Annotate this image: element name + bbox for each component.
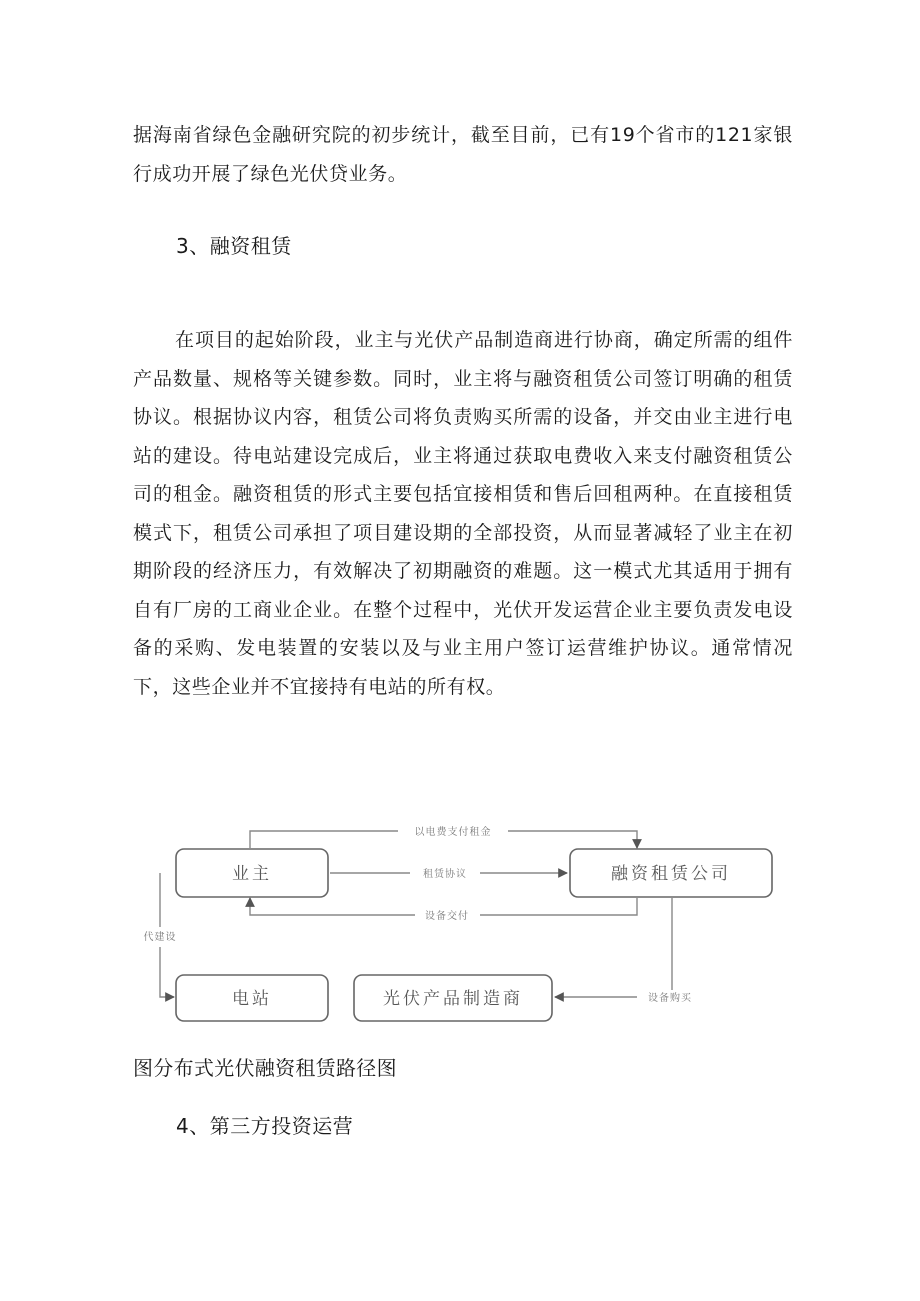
node-manufacturer-label: 光伏产品制造商 [383,989,523,1009]
leasing-diagram-svg [140,815,800,1035]
node-leasing-company-label: 融资租赁公司 [611,864,731,884]
edge-label-pay-rent: 以电费支付租金 [414,827,492,838]
node-power-station-label: 电站 [232,989,272,1009]
edge-label-lease-agreement: 租赁协议 [423,869,467,880]
figure-caption: 图分布式光伏融资租赁路径图 [133,1056,397,1080]
edge-label-construction: 代建设 [143,932,177,943]
node-owner-label: 业主 [232,864,272,884]
intro-paragraph: 据海南省绿色金融研究院的初步统计，截至目前，已有19个省市的121家银行成功开展了绿色光伏贷业务。 [133,124,793,185]
leasing-path-diagram [140,815,800,1035]
section-heading-financial-leasing: 3、融资租赁 [176,234,292,258]
edge-label-equipment-purchase: 设备购买 [648,993,692,1004]
edge-label-equipment-delivery: 设备交付 [425,911,469,922]
financial-leasing-paragraph: 在项目的起始阶段，业主与光伏产品制造商进行协商，确定所需的组件产品数量、规格等关键参数。同时，业主将与融资租赁公司签订明确的租赁协议。根据协议内容，租赁公司将负责购买所需的设备，并交由业主进行电站的建设。待电站建设完成后，业主将通过获取电费收入来支付融资租赁公司的租金。融资租赁的形式主要包括宜接相赁和售后回租两种。在直接租赁模式下，租赁公司承担了项目建设期的全部投资，从而显著减轻了业主在初期阶段的经济压力，有效解决了初期融资的难题。这一模式尤其适用于拥有自有厂房的工商业企业。在整个过程中，光伏开发运营企业主要负责发电设备的采购、发电装置的安装以及与业主用户签订运营维护协议。通常情况下，这些企业并不宜接持有电站的所有权。 [133,329,793,698]
edge-equipment-purchase [555,898,672,997]
section-heading-third-party: 4、第三方投资运营 [176,1114,354,1138]
